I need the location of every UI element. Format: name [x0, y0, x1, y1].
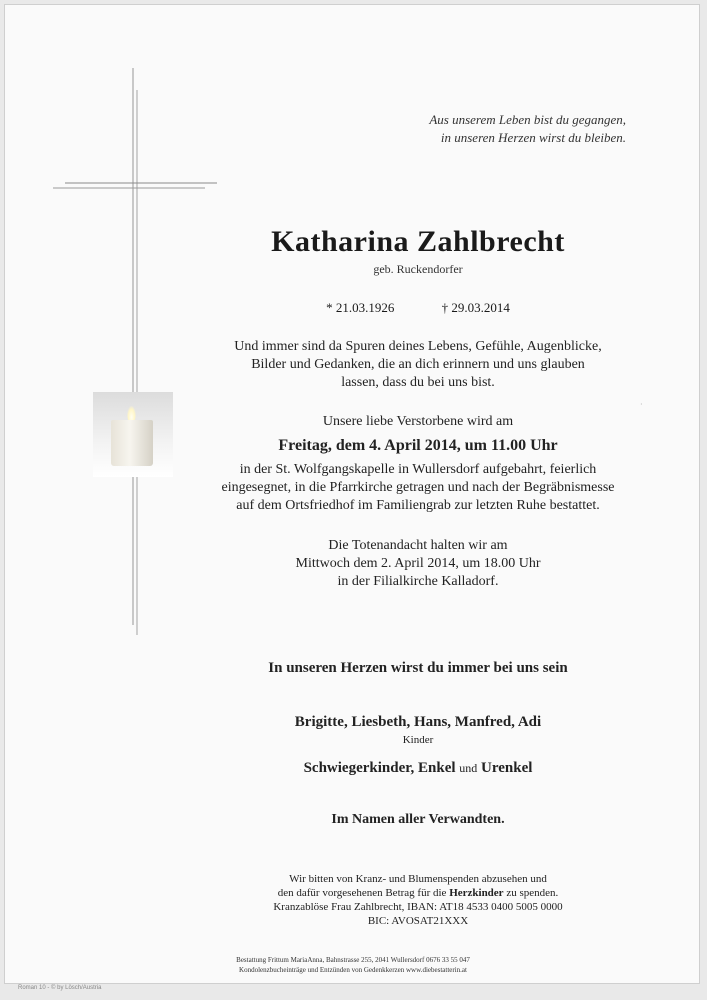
quote-line-1: Aus unserem Leben bist du gegangen,	[429, 112, 626, 127]
footer-line-2: Kondolenzbucheinträge und Entzünden von Gedenkkerzen www.diebestatterin.at	[239, 966, 467, 974]
death-date: † 29.03.2014	[441, 300, 510, 315]
donation-bic: BIC: AVOSAT21XXX	[367, 915, 469, 927]
relatives-part-b: Urenkel	[481, 760, 533, 776]
funeral-line-2: eingesegnet, in die Pfarrkirche getragen und nach der Begräbnismesse	[221, 480, 615, 495]
prayer-line-1: Die Totenandacht halten wir am	[328, 538, 508, 553]
funeral-line-3: auf dem Ortsfriedhof im Familiengrab zur letzten Ruhe bestattet.	[236, 498, 600, 513]
children-label: Kinder	[402, 734, 434, 746]
donation-line-2-b: zu spenden.	[506, 887, 559, 899]
prayer-line-3: in der Filialkirche Kalladorf.	[337, 574, 499, 589]
deceased-name: Katharina Zahlbrecht	[271, 225, 565, 258]
donation-line-1: Wir bitten von Kranz- und Blumenspenden abzusehen und	[289, 873, 547, 885]
memory-text	[70, 338, 707, 392]
children-names: Brigitte, Liesbeth, Hans, Manfred, Adi	[294, 714, 542, 730]
memory-line-2: Bilder und Gedanken, die an dich erinnern und uns glauben	[251, 357, 585, 372]
undertaker-footer	[5, 955, 701, 975]
prayer-line-2: Mittwoch dem 2. April 2014, um 18.00 Uhr	[295, 556, 541, 571]
prayer-details	[70, 537, 707, 591]
mourning-motto: In unseren Herzen wirst du immer bei uns sein	[268, 660, 568, 676]
quote-line-2: in unseren Herzen wirst du bleiben.	[440, 130, 626, 145]
funeral-line-1: in der St. Wolfgangskapelle in Wullersdorf aufgebahrt, feierlich	[239, 462, 597, 477]
relatives-part-a: Schwiegerkinder, Enkel	[303, 760, 456, 776]
life-dates	[70, 300, 707, 316]
memory-line-3: lassen, dass du bei uns bist.	[341, 375, 495, 390]
other-relatives	[70, 759, 707, 777]
memory-line-1: Und immer sind da Spuren deines Lebens, Gefühle, Augenblicke,	[234, 339, 602, 354]
funeral-details	[70, 461, 707, 515]
template-credit: Roman 10 - © by Lösch/Austria	[18, 985, 102, 991]
funeral-intro: Unsere liebe Verstorbene wird am	[322, 414, 514, 429]
relatives-and: und	[459, 761, 478, 775]
donation-line-2	[70, 886, 707, 900]
birth-date: * 21.03.1926	[326, 300, 395, 315]
donation-iban: Kranzablöse Frau Zahlbrecht, IBAN: AT18 4533 0400 5005 0000	[273, 901, 563, 913]
donation-charity: Herzkinder	[449, 887, 504, 899]
maiden-name: geb. Ruckendorfer	[373, 262, 463, 276]
funeral-date: Freitag, dem 4. April 2014, um 11.00 Uhr	[278, 437, 558, 454]
donation-request	[70, 872, 707, 928]
footer-line-1: Bestattung Frittum MariaAnna, Bahnstrasse 255, 2041 Wullersdorf 0676 33 55 047	[236, 956, 470, 964]
memorial-quote	[429, 111, 626, 147]
page-speck: ·	[640, 400, 643, 409]
donation-line-2-a: den dafür vorgesehenen Betrag für die	[277, 887, 447, 899]
on-behalf: Im Namen aller Verwandten.	[331, 812, 505, 827]
obituary-page	[4, 4, 700, 984]
